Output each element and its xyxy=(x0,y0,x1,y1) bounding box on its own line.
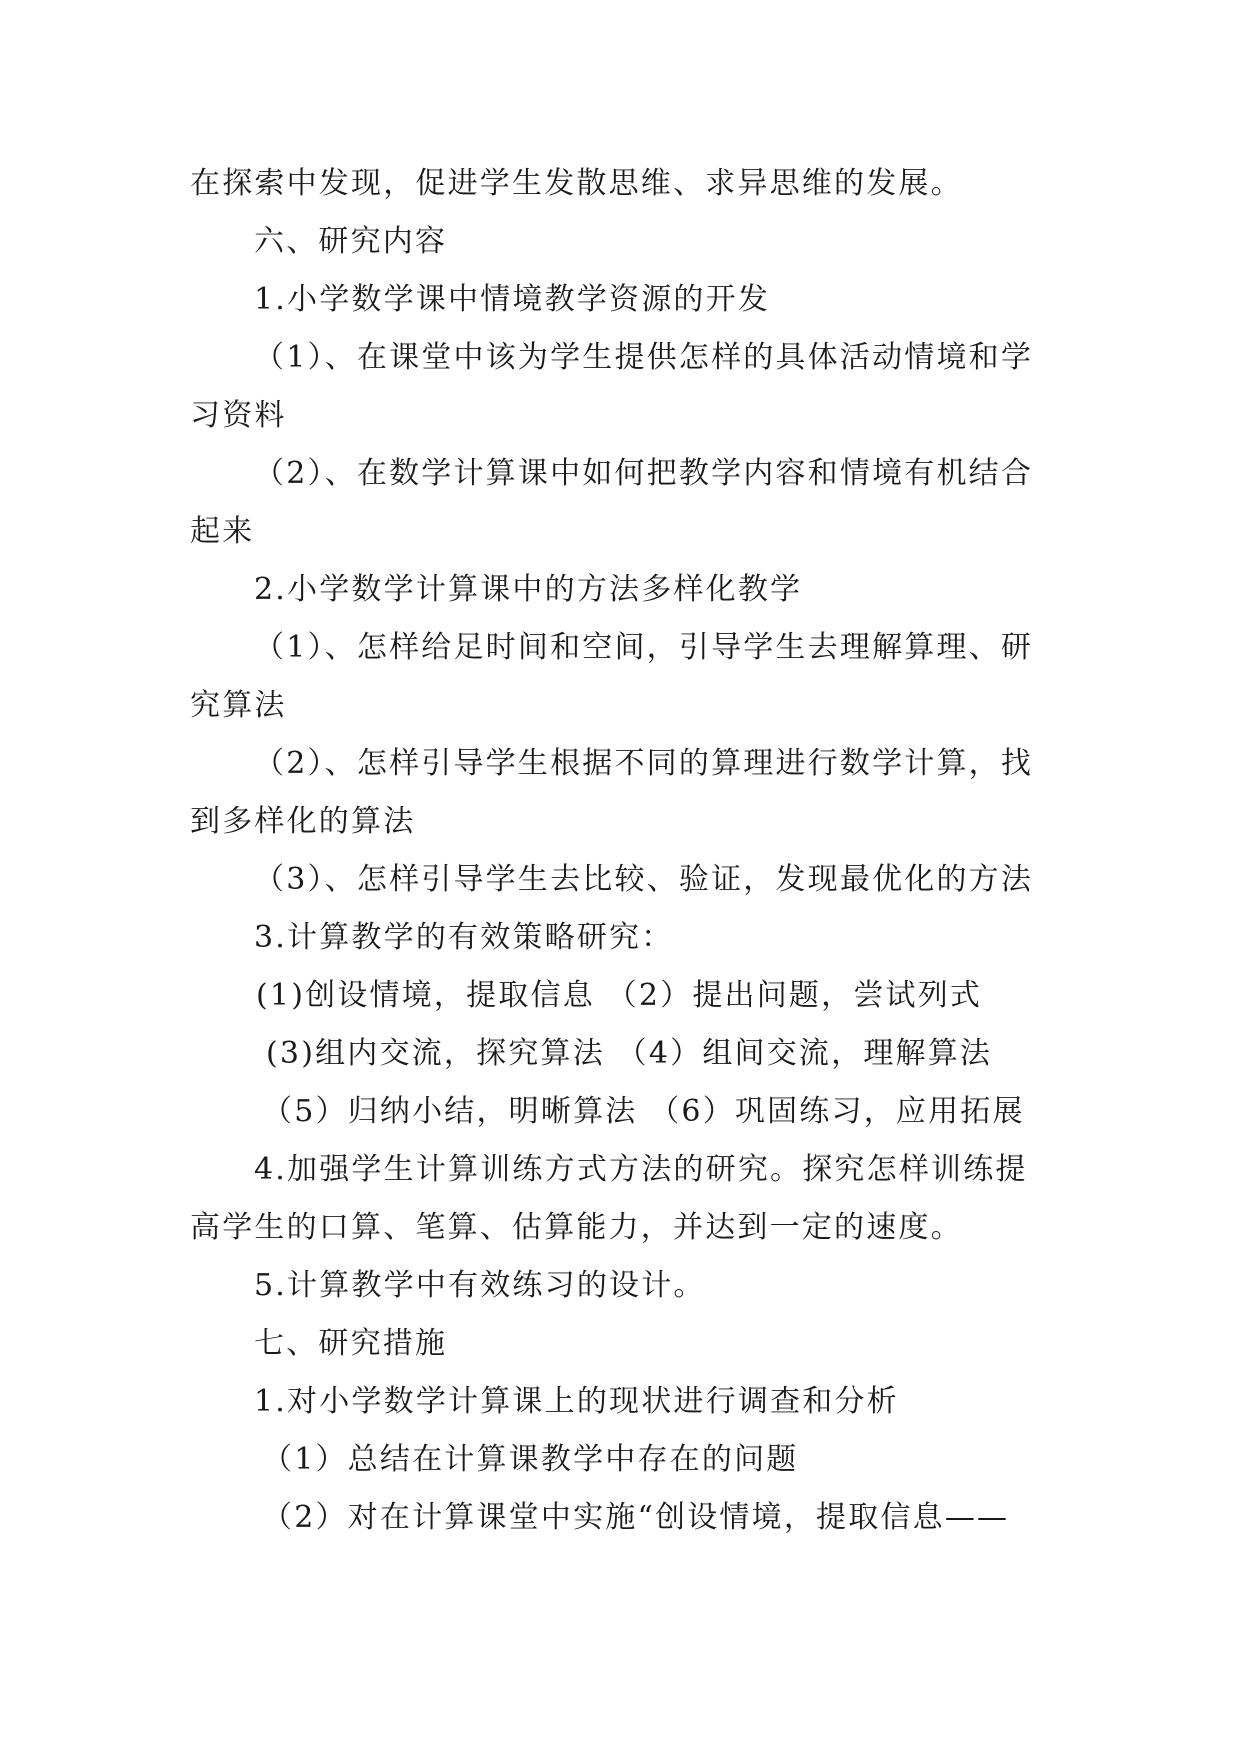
list-item-line: 到多样化的算法 xyxy=(190,804,416,839)
subsection-heading: 5.计算教学中有效练习的设计。 xyxy=(254,1268,706,1303)
subsection-heading: 3.计算教学的有效策略研究： xyxy=(254,920,674,955)
list-item-line: (1)创设情境，提取信息 （2）提出问题，尝试列式 xyxy=(256,978,983,1013)
list-item-line: （2）对在计算课堂中实施“创设情境，提取信息—— xyxy=(262,1500,1010,1535)
list-item-line: 究算法 xyxy=(190,688,287,723)
list-item-line: （1）、在课堂中该为学生提供怎样的具体活动情境和学 xyxy=(254,340,1034,375)
list-item-line: （1）总结在计算课教学中存在的问题 xyxy=(262,1442,799,1477)
list-item-line: 起来 xyxy=(190,514,255,549)
paragraph-line: 4.加强学生计算训练方式方法的研究。探究怎样训练提 xyxy=(254,1152,1028,1187)
section-heading: 六、研究内容 xyxy=(254,224,448,259)
section-heading: 七、研究措施 xyxy=(254,1326,448,1361)
list-item-line: （2）、在数学计算课中如何把教学内容和情境有机结合 xyxy=(254,456,1034,491)
subsection-heading: 1.对小学数学计算课上的现状进行调查和分析 xyxy=(254,1384,899,1419)
list-item-line: （2）、怎样引导学生根据不同的算理进行数学计算，找 xyxy=(254,746,1034,781)
list-item-line: (3)组内交流，探究算法 （4）组间交流，理解算法 xyxy=(266,1036,993,1071)
list-item-line: （3）、怎样引导学生去比较、验证，发现最优化的方法 xyxy=(254,862,1034,897)
list-item-line: 习资料 xyxy=(190,398,287,433)
list-item-line: （1）、怎样给足时间和空间，引导学生去理解算理、研 xyxy=(254,630,1034,665)
list-item-line: （5）归纳小结，明晰算法 （6）巩固练习，应用拓展 xyxy=(262,1094,1025,1129)
subsection-heading: 2.小学数学计算课中的方法多样化教学 xyxy=(254,572,803,607)
subsection-heading: 1.小学数学课中情境教学资源的开发 xyxy=(254,282,771,317)
paragraph-line: 在探索中发现，促进学生发散思维、求异思维的发展。 xyxy=(190,166,963,201)
paragraph-line: 高学生的口算、笔算、估算能力，并达到一定的速度。 xyxy=(190,1210,963,1245)
